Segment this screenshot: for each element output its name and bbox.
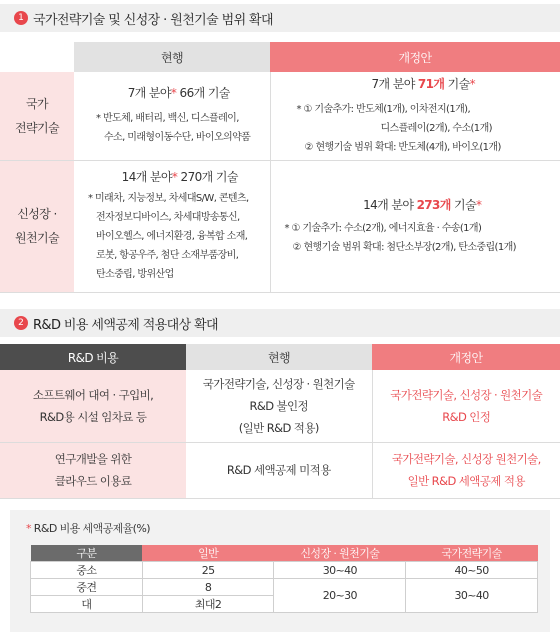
new-note: * ① 기술추가: 수소(2개), 에너지효율 · 수송(1개) ② 현행기술 범위 확대: 첨단소부장(2개), 탄소중립(1개)	[284, 222, 516, 253]
rate-row-midsize	[31, 579, 538, 596]
rate-label: 중소	[31, 562, 143, 579]
rate-row-small	[31, 562, 538, 579]
header-current: 현행	[74, 42, 270, 72]
header-item: R&D 비용	[0, 344, 186, 370]
section1-title-bar	[0, 4, 560, 32]
current-lead: 14개 분야* 270개 기술	[121, 170, 238, 184]
rd-cost-table	[0, 344, 560, 499]
rate-strategic: 40~50	[406, 562, 538, 579]
new-lead: 14개 분야 273개 기술*	[363, 197, 482, 212]
table-row-software-rental	[0, 370, 560, 442]
rate-header-strategic: 국가전략기술	[406, 545, 538, 562]
current-note: * 반도체, 배터리, 백신, 디스플레이, 수소, 미래형이동수단, 바이오의약품	[96, 113, 251, 144]
section2-number-badge: 2	[14, 316, 28, 330]
new-cloud-fee: 국가전략기술, 신성장 원천기술, 일반 R&D 세액공제 적용	[372, 442, 560, 498]
row-label-software-rental: 소프트웨어 대여 · 구입비, R&D용 시설 임차료 등	[0, 370, 186, 442]
section2-title-bar	[0, 309, 560, 337]
rate-growth: 30~40	[274, 562, 406, 579]
new-growth-source	[270, 160, 560, 292]
section2-title: R&D 비용 세액공제 적용대상 확대	[33, 317, 219, 333]
section1-number-badge: 1	[14, 11, 28, 25]
new-lead: 7개 분야 71개 기술*	[371, 76, 476, 91]
current-note: * 미래차, 지능정보, 차세대S/W, 콘텐츠, 전자정보디바이스, 차세대방송통신, 바이오헬스, 에너지환경, 융복합 소재, 로봇, 항공우주, 첨단 소재부품장비, 탄소중립, 방위산업	[88, 193, 249, 280]
section1-title: 국가전략기술 및 신성장 · 원천기술 범위 확대	[33, 12, 273, 28]
current-lead: 7개 분야* 66개 기술	[127, 86, 230, 101]
new-note: * ① 기술추가: 반도체(1개), 이차전지(1개), 디스플레이(2개), 수소(1개) ② 현행기술 범위 확대: 반도체(4개), 바이오(1개)	[296, 103, 501, 153]
rate-header-category: 구분	[31, 545, 143, 562]
header-new: 개정안	[270, 42, 560, 72]
rate-table	[30, 545, 538, 613]
row-label-national-strategic: 국가 전략기술	[0, 72, 74, 160]
new-software-rental: 국가전략기술, 신성장 · 원천기술 R&D 인정	[372, 370, 560, 442]
rate-general: 최대2	[142, 596, 274, 613]
current-software-rental: 국가전략기술, 신성장 · 원천기술 R&D 불인정 (일반 R&D 적용)	[186, 370, 372, 442]
table-row-cloud-fee	[0, 442, 560, 498]
current-national-strategic	[74, 72, 270, 160]
header-new: 개정안	[372, 344, 560, 370]
rate-label: 중견	[31, 579, 143, 596]
table-row-growth-source	[0, 160, 560, 292]
rate-label: 대	[31, 596, 143, 613]
table-row-national-strategic	[0, 72, 560, 160]
row-label-cloud-fee: 연구개발을 위한 클라우드 이용료	[0, 442, 186, 498]
current-cloud-fee: R&D 세액공제 미적용	[186, 442, 372, 498]
rate-strategic: 30~40	[406, 579, 538, 613]
rd-cost-header-row	[0, 344, 560, 370]
tech-scope-table	[0, 42, 560, 293]
rate-header-row	[31, 545, 538, 562]
rate-header-general: 일반	[142, 545, 274, 562]
current-growth-source	[74, 160, 270, 292]
new-national-strategic	[270, 72, 560, 160]
rate-header-growth: 신성장 · 원천기술	[274, 545, 406, 562]
rate-general: 8	[142, 579, 274, 596]
rate-growth: 20~30	[274, 579, 406, 613]
row-label-growth-source: 신성장 · 원천기술	[0, 160, 74, 292]
rate-general: 25	[142, 562, 274, 579]
rate-table-title: * R&D 비용 세액공제율(%)	[26, 522, 150, 535]
header-current: 현행	[186, 344, 372, 370]
tech-scope-header-row	[0, 42, 560, 72]
header-blank	[0, 42, 74, 72]
